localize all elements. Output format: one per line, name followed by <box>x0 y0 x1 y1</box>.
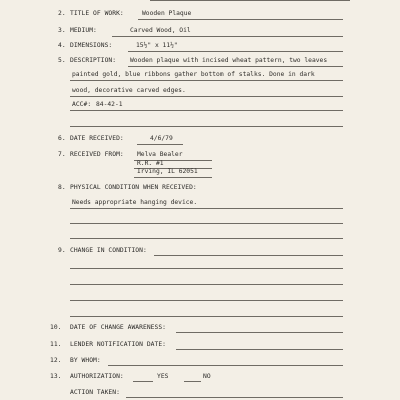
action-taken-line <box>126 397 343 398</box>
field-number: 11. <box>50 341 62 348</box>
acc-value: 84-42-1 <box>96 101 123 108</box>
dimensions-label: DIMENSIONS: <box>70 42 113 49</box>
awareness-label: DATE OF CHANGE AWARENESS: <box>70 324 167 331</box>
field-number: 4. <box>58 42 66 49</box>
condition-value: Needs appropriate hanging device. <box>72 199 198 206</box>
whom-label: BY WHOM: <box>70 357 101 364</box>
title-label: TITLE OF WORK: <box>70 10 124 17</box>
received-from-route: R.R. #1 <box>137 160 164 167</box>
title-line <box>138 19 343 20</box>
description-line-1: Wooden plaque with incised wheat pattern, two leaves <box>130 57 328 64</box>
description-label: DESCRIPTION: <box>70 57 117 64</box>
description-rule-1 <box>128 66 343 67</box>
dimensions-value: 15½" x 11½" <box>136 42 178 49</box>
field-number: 6. <box>58 135 66 142</box>
change-rule-3 <box>70 300 343 301</box>
acc-label: ACC#: <box>72 101 92 108</box>
field-number: 8. <box>58 184 66 191</box>
action-taken-label: ACTION TAKEN: <box>70 389 120 396</box>
yes-option: YES <box>157 373 169 380</box>
change-label: CHANGE IN CONDITION: <box>70 247 147 254</box>
dimensions-line <box>128 51 343 52</box>
condition-label: PHYSICAL CONDITION WHEN RECEIVED: <box>70 184 197 191</box>
condition-rule-2 <box>70 223 343 224</box>
field-number: 9. <box>58 247 66 254</box>
change-rule-0 <box>154 255 343 256</box>
medium-label: MEDIUM: <box>70 27 97 34</box>
lender-line <box>176 349 343 350</box>
change-rule-4 <box>70 316 343 317</box>
field-number: 3. <box>58 27 66 34</box>
authorization-label: AUTHORIZATION: <box>70 373 124 380</box>
received-from-name: Melva Bealer <box>137 151 183 158</box>
field-number: 13. <box>50 373 62 380</box>
medium-line <box>112 36 343 37</box>
field-number: 10. <box>50 324 62 331</box>
yes-blank <box>133 381 153 382</box>
acc-rule <box>70 110 343 111</box>
received-from-city: Irving, IL 62051 <box>137 168 198 175</box>
field-number: 2. <box>58 10 66 17</box>
date-received-value: 4/6/79 <box>150 135 173 142</box>
change-rule-2 <box>70 284 343 285</box>
received-from-label: RECEIVED FROM: <box>70 151 124 158</box>
medium-value: Carved Wood, Oil <box>130 27 191 34</box>
whom-line <box>108 365 343 366</box>
description-rule-4 <box>70 126 343 127</box>
date-received-line <box>137 144 183 145</box>
field-number: 5. <box>58 57 66 64</box>
description-rule-2 <box>70 80 343 81</box>
description-rule-3 <box>70 96 343 97</box>
description-line-2: painted gold, blue ribbons gather bottom of stalks. Done in dark <box>72 71 315 78</box>
lender-label: LENDER NOTIFICATION DATE: <box>70 341 167 348</box>
change-rule-1 <box>70 268 343 269</box>
condition-rule-3 <box>70 238 343 239</box>
top-rule <box>150 0 350 1</box>
condition-rule-1 <box>70 208 343 209</box>
field-number: 7. <box>58 151 66 158</box>
date-received-label: DATE RECEIVED: <box>70 135 124 142</box>
title-value: Wooden Plaque <box>142 10 192 17</box>
awareness-line <box>176 332 343 333</box>
received-from-rule-3 <box>134 177 212 178</box>
description-line-3: wood, decorative carved edges. <box>72 87 186 94</box>
no-blank <box>184 381 201 382</box>
field-number: 12. <box>50 357 62 364</box>
no-option: NO <box>203 373 211 380</box>
